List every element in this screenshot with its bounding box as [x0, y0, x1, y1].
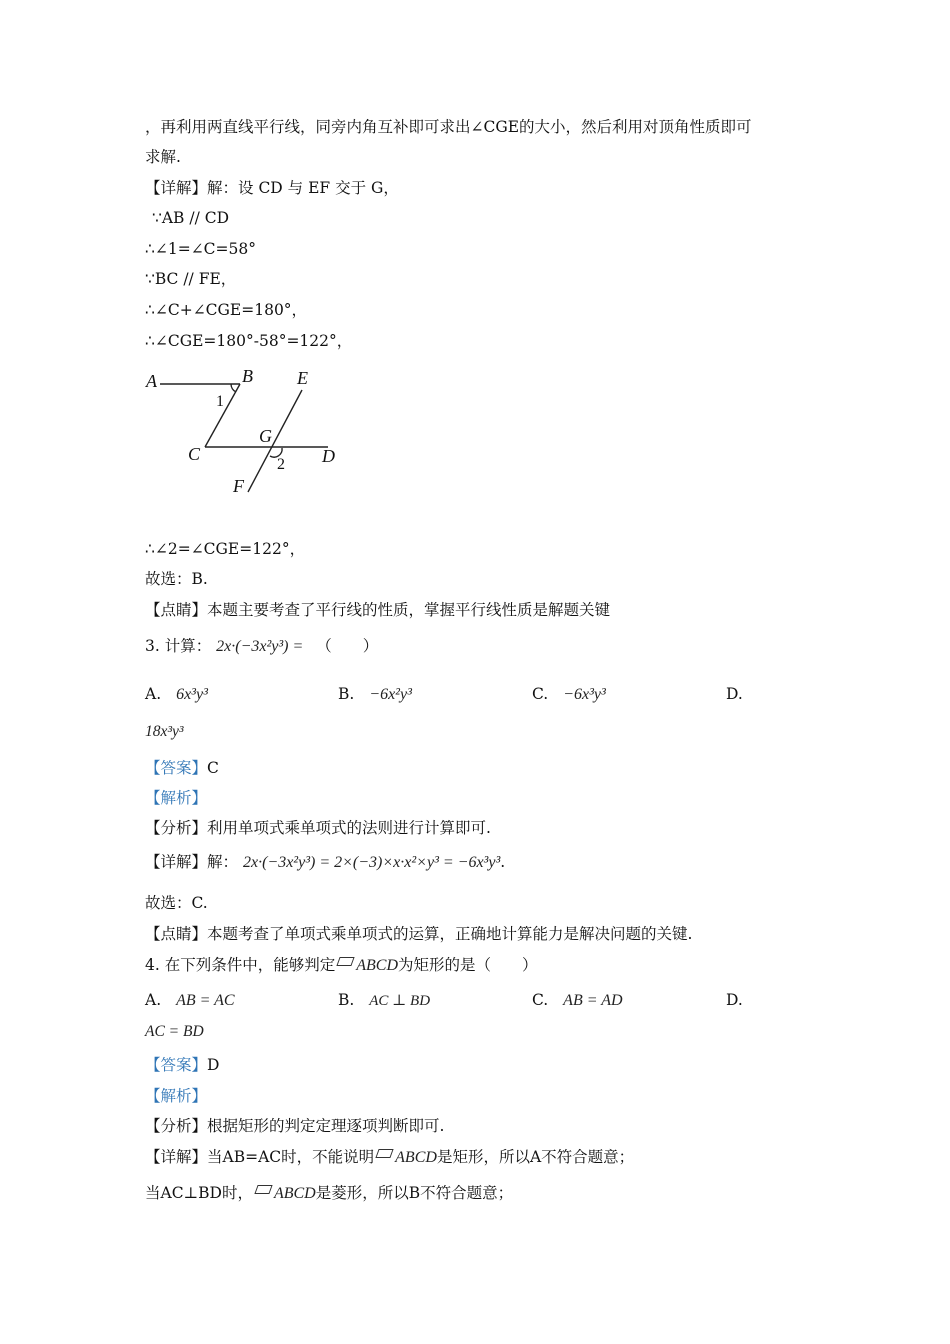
parallelogram-icon: [254, 1185, 272, 1194]
point-g-label: G: [259, 426, 272, 446]
q3-answer-tag: 【答案】: [145, 759, 208, 777]
question-3-stem: [145, 636, 378, 657]
q4-detail-abcd: ABCD: [395, 1149, 437, 1166]
detail-tag: 【详解】: [145, 179, 208, 197]
q4-option-b: [338, 990, 430, 1011]
q3-stem-text: 3. 计算：: [145, 637, 212, 655]
q4-option-b-label: B.: [338, 991, 355, 1009]
q3-blank: （ ）: [316, 637, 379, 655]
q4-abcd: ABCD: [356, 957, 398, 974]
q3-fenxi: [145, 818, 491, 838]
q3-option-b-label: B.: [338, 685, 355, 703]
q3-detail-tag: 【详解】: [145, 853, 208, 871]
q4-option-d-label: D.: [726, 991, 743, 1009]
angle-2-label: 2: [277, 456, 285, 473]
text-line: ∵AB // CD: [152, 209, 230, 227]
q3-option-b: [338, 684, 412, 705]
q4-option-a-value: AB = AC: [176, 992, 235, 1009]
text-line: ∴∠2=∠CGE=122°，: [145, 540, 306, 558]
q3-option-c-label: C.: [532, 685, 549, 703]
point-d-label: D: [322, 446, 335, 466]
text-line: [145, 178, 399, 198]
line-ef: [248, 390, 302, 492]
q4-fenxi-text: 根据矩形的判定定理逐项判断即可.: [207, 1117, 445, 1135]
q3-answer: [145, 758, 219, 778]
q4-detail-post: 是矩形，所以A不符合题意；: [436, 1148, 635, 1166]
q4-analysis-tag: 【解析】: [145, 1087, 208, 1105]
point-a-label: A: [146, 371, 157, 391]
q3-option-a-label: A.: [145, 685, 162, 703]
q3-option-d-label: D.: [726, 685, 743, 703]
q3-analysis-tag: 【解析】: [145, 789, 208, 807]
q4-detail-line2: [145, 1183, 513, 1204]
text-line: ∴∠C+∠CGE=180°，: [145, 301, 308, 319]
q4-stem-pre: 4. 在下列条件中，能够判定: [145, 956, 336, 974]
point-c-label: C: [188, 444, 201, 464]
parallelogram-icon: [337, 957, 355, 966]
q4-detail-pre: 当AB=AC时，不能说明: [207, 1148, 375, 1166]
dianjing-tag: 【点睛】: [145, 601, 208, 619]
parallelogram-icon: [376, 1149, 394, 1158]
text-line: 求解.: [145, 148, 181, 166]
point-e-label: E: [297, 368, 308, 388]
q3-expression: 2x·(−3x²y³) =: [216, 638, 304, 655]
q4-l2-post: 是菱形，所以B不符合题意；: [315, 1184, 514, 1202]
q3-option-a-value: 6x³y³: [176, 686, 208, 703]
q4-option-a: [145, 990, 235, 1011]
q3-detail-pre: 解：: [207, 853, 239, 871]
q4-detail: [145, 1147, 634, 1168]
q3-detail-end: .: [500, 853, 506, 871]
text-line: [145, 600, 610, 620]
q4-answer: [145, 1055, 219, 1075]
q3-dianjing: [145, 924, 692, 944]
q4-l2-pre: 当AC⊥BD时，: [145, 1184, 253, 1202]
geometry-figure: [140, 362, 360, 502]
q3-option-b-value: −6x²y³: [369, 686, 412, 703]
detail-text: 解：设 CD 与 EF 交于 G，: [207, 179, 399, 197]
q3-detail: [145, 852, 505, 873]
angle-1-arc: [231, 384, 236, 392]
q4-option-c: [532, 990, 623, 1011]
q4-option-a-label: A.: [145, 991, 162, 1009]
q3-fenxi-tag: 【分析】: [145, 819, 208, 837]
q3-answer-value: C: [207, 759, 219, 777]
q3-option-c-value: −6x³y³: [563, 686, 606, 703]
point-f-label: F: [233, 476, 244, 496]
q3-option-d-value: 18x³y³: [145, 723, 184, 740]
q4-option-b-value: AC ⊥ BD: [369, 993, 431, 1009]
q3-choice: 故选：C.: [145, 894, 208, 912]
q4-detail-tag: 【详解】: [145, 1148, 208, 1166]
q3-fenxi-text: 利用单项式乘单项式的法则进行计算即可.: [207, 819, 491, 837]
q3-option-c: [532, 684, 606, 705]
q4-option-c-label: C.: [532, 991, 549, 1009]
dianjing-text: 本题主要考查了平行线的性质，掌握平行线性质是解题关键: [207, 601, 611, 619]
q4-l2-abcd: ABCD: [273, 1185, 316, 1202]
q4-fenxi-tag: 【分析】: [145, 1117, 208, 1135]
text-line: 故选：B.: [145, 570, 208, 588]
q3-dianjing-tag: 【点睛】: [145, 925, 208, 943]
q4-answer-tag: 【答案】: [145, 1056, 208, 1074]
q4-option-d-value: AC = BD: [145, 1023, 204, 1040]
point-b-label: B: [242, 366, 253, 386]
q4-answer-value: D: [207, 1056, 220, 1074]
q4-stem-post: 为矩形的是（ ）: [398, 956, 538, 974]
text-line: ∴∠CGE=180°-58°=122°，: [145, 332, 353, 350]
q4-option-c-value: AB = AD: [563, 992, 623, 1009]
q3-dianjing-text: 本题考查了单项式乘单项式的运算，正确地计算能力是解决问题的关键.: [207, 925, 693, 943]
q3-option-a: [145, 684, 208, 705]
text-line: ∴∠1=∠C=58°: [145, 240, 257, 258]
text-line: ∵BC // FE，: [145, 270, 237, 288]
q3-detail-expression: 2x·(−3x²y³) = 2×(−3)×x·x²×y³ = −6x³y³: [242, 854, 501, 871]
angle-1-label: 1: [216, 393, 224, 410]
question-4-stem: [145, 955, 538, 976]
q4-fenxi: [145, 1116, 444, 1136]
text-line: ，再利用两直线平行线，同旁内角互补即可求出∠CGE的大小，然后利用对顶角性质即可: [145, 118, 752, 136]
